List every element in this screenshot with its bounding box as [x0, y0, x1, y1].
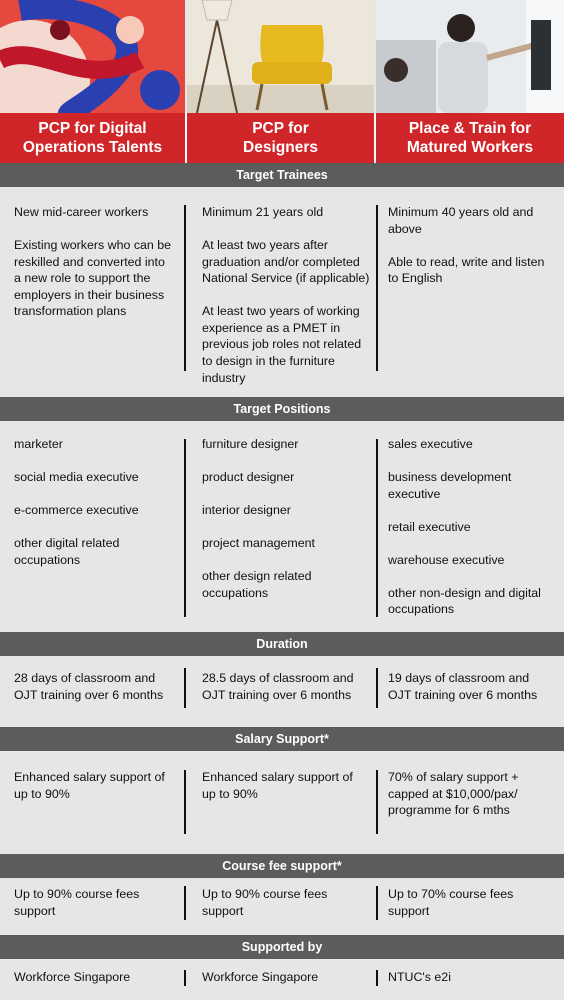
cell-matured-course-fee [388, 886, 538, 919]
column-title-designers: PCP for Designers [243, 120, 318, 156]
column-divider [376, 668, 378, 708]
column-title-matured-workers: Place & Train for Matured Workers [406, 120, 534, 156]
column-divider [376, 970, 378, 986]
text-item: e-commerce executive [14, 502, 139, 517]
text-item: Enhanced salary support of up to 90% [14, 770, 165, 801]
text-item: retail executive [388, 519, 471, 534]
cell-designers-supported-by [202, 969, 367, 986]
text-item: Minimum 40 years old and above [388, 205, 534, 236]
column-divider [184, 770, 186, 834]
text-item: At least two years after graduation and/or completed National Service (if applicable) [202, 237, 370, 286]
text-item: Workforce Singapore [14, 970, 131, 984]
text-item: business development executive [388, 469, 512, 501]
text-item: At least two years of working experience as a PMET in previous job roles not related to design in the furniture industry [202, 304, 362, 385]
section-row-duration [0, 656, 564, 726]
yellow-armchair-and-lamp-photo [187, 0, 374, 113]
cell-designers-salary [202, 769, 354, 802]
text-item: Existing workers who can be reskilled and converted into a new role to support the employers in their business transformation plans [14, 237, 172, 319]
column-divider [376, 770, 378, 834]
text-item: Minimum 21 years old [202, 205, 324, 219]
column-divider [184, 886, 186, 920]
column-divider [184, 970, 186, 986]
text-item: sales executive [388, 437, 473, 451]
section-header-salary-support: Salary Support* [0, 727, 564, 751]
column-divider [184, 668, 186, 708]
call-center-worker-photo [376, 0, 564, 113]
text-item: Up to 90% course fees support [202, 887, 328, 918]
abstract-red-swirl-illustration [0, 0, 185, 113]
text-item: project management [202, 535, 315, 550]
cell-matured-trainees [388, 204, 550, 287]
cell-digital-supported-by [14, 969, 179, 986]
section-header-course-fee-support: Course fee support* [0, 854, 564, 878]
text-item: Workforce Singapore [202, 970, 319, 984]
text-item: Able to read, write and listen to English [388, 254, 545, 286]
cell-designers-course-fee [202, 886, 352, 919]
column-title-digital-operations: PCP for Digital Operations Talents [22, 120, 163, 156]
text-item: interior designer [202, 502, 291, 517]
cell-digital-salary [14, 769, 166, 802]
cell-matured-positions [388, 436, 550, 618]
text-item: Up to 90% course fees support [14, 887, 140, 918]
section-row-target-positions [0, 421, 564, 629]
column-divider [376, 439, 378, 617]
header-photo-strip [0, 0, 564, 113]
cell-designers-duration [202, 670, 368, 703]
section-row-supported-by [0, 959, 564, 1000]
section-row-salary-support [0, 751, 564, 851]
text-item: Up to 70% course fees support [388, 887, 514, 918]
text-item: 70% of salary support + capped at $10,000/pax/ programme for 6 mths [388, 770, 519, 818]
section-row-target-trainees [0, 187, 564, 395]
cell-matured-supported-by [388, 969, 553, 986]
cell-matured-duration [388, 670, 554, 703]
text-item: other non-design and digital occupations [388, 585, 541, 617]
cell-digital-trainees [14, 204, 174, 320]
cell-digital-positions [14, 436, 174, 568]
text-item: 19 days of classroom and OJT training over 6 months [388, 671, 538, 702]
section-header-supported-by: Supported by [0, 935, 564, 959]
text-item: other design related occupations [202, 568, 312, 600]
section-header-target-positions: Target Positions [0, 397, 564, 421]
column-divider [376, 205, 378, 371]
text-item: other digital related occupations [14, 535, 120, 567]
text-item: furniture designer [202, 437, 299, 451]
cell-digital-course-fee [14, 886, 164, 919]
column-titles-bar [0, 113, 564, 163]
text-item: warehouse executive [388, 552, 505, 567]
cell-designers-trainees [202, 204, 370, 386]
text-item: Enhanced salary support of up to 90% [202, 770, 353, 801]
section-row-course-fee-support [0, 878, 564, 934]
text-item: 28 days of classroom and OJT training over 6 months [14, 671, 164, 702]
cell-matured-salary [388, 769, 552, 819]
section-header-target-trainees: Target Trainees [0, 163, 564, 187]
section-header-duration: Duration [0, 632, 564, 656]
text-item: 28.5 days of classroom and OJT training over 6 months [202, 671, 354, 702]
column-divider [184, 205, 186, 371]
cell-designers-positions [202, 436, 362, 601]
text-item: social media executive [14, 469, 139, 484]
text-item: marketer [14, 437, 63, 451]
column-divider [184, 439, 186, 617]
text-item: New mid-career workers [14, 205, 149, 219]
cell-digital-duration [14, 670, 176, 703]
text-item: product designer [202, 469, 295, 484]
text-item: NTUC's e2i [388, 970, 451, 984]
column-divider [376, 886, 378, 920]
